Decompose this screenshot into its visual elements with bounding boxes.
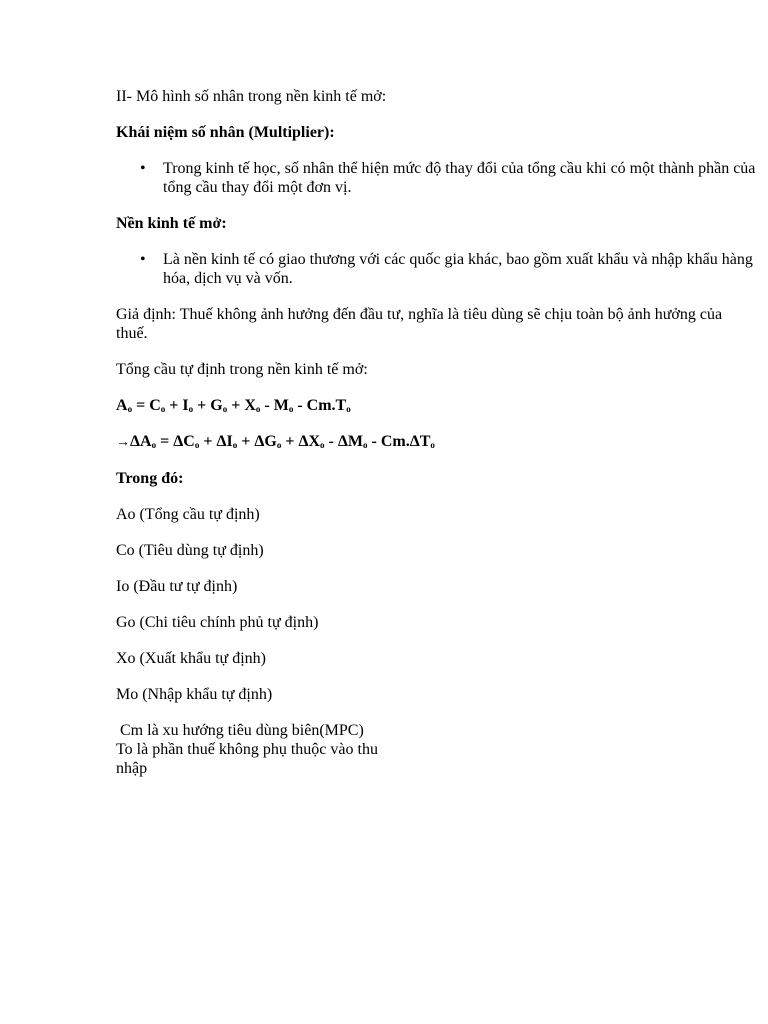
arrow-icon: → <box>116 435 130 450</box>
list-item <box>116 250 756 288</box>
document-page <box>116 87 756 778</box>
definition-ao: Ao (Tổng cầu tự định) <box>116 506 260 523</box>
bullet-icon: • <box>140 160 146 177</box>
cm-to-definitions <box>116 721 756 778</box>
open-economy-list <box>116 250 756 288</box>
where-title: Trong đó: <box>116 470 184 487</box>
delta-formula: $\to\Delta A_o = \Delta C_o + \Delta I_o + \Delta G_o + \Delta X_o - \Delta M_o - Cm.\Delta T_o$ <box>116 433 435 450</box>
aggregate-intro: Tổng cầu tự định trong nền kinh tế mở: <box>116 361 368 378</box>
assumption-text: Giả định: Thuế không ảnh hưởng đến đầu tư, nghĩa là tiêu dùng sẽ chịu toàn bộ ảnh hưởng của thuế. <box>116 306 723 342</box>
definition-to-line-2: nhập <box>116 760 148 777</box>
multiplier-definition: Trong kinh tế học, số nhân thể hiện mức độ thay đổi của tổng cầu khi có một thành phần của tổng cầu thay đổi một đơn vị. <box>163 160 756 196</box>
list-item <box>116 159 756 197</box>
definition-xo: Xo (Xuất khẩu tự định) <box>116 650 266 667</box>
bullet-icon: • <box>140 251 146 268</box>
open-economy-definition: Là nền kinh tế có giao thương với các quốc gia khác, bao gồm xuất khẩu và nhập khẩu hàng hóa, dịch vụ và vốn. <box>163 251 753 287</box>
section-heading: II- Mô hình số nhân trong nền kinh tế mở: <box>116 88 387 105</box>
open-economy-title: Nền kinh tế mở: <box>116 215 227 232</box>
definition-mo: Mo (Nhập khẩu tự định) <box>116 686 273 703</box>
aggregate-demand-formula: $A_o = C_o + I_o + G_o + X_o - M_o - Cm.T_o$ <box>116 397 351 414</box>
definition-co: Co (Tiêu dùng tự định) <box>116 542 264 559</box>
definition-cm: Cm là xu hướng tiêu dùng biên(MPC) <box>116 722 364 739</box>
definition-io: Io (Đầu tư tự định) <box>116 578 238 595</box>
definition-go: Go (Chi tiêu chính phủ tự định) <box>116 614 319 631</box>
multiplier-title: Khái niệm số nhân (Multiplier): <box>116 124 335 141</box>
definition-to-line-1: To là phần thuế không phụ thuộc vào thu <box>116 741 378 758</box>
multiplier-list <box>116 159 756 197</box>
